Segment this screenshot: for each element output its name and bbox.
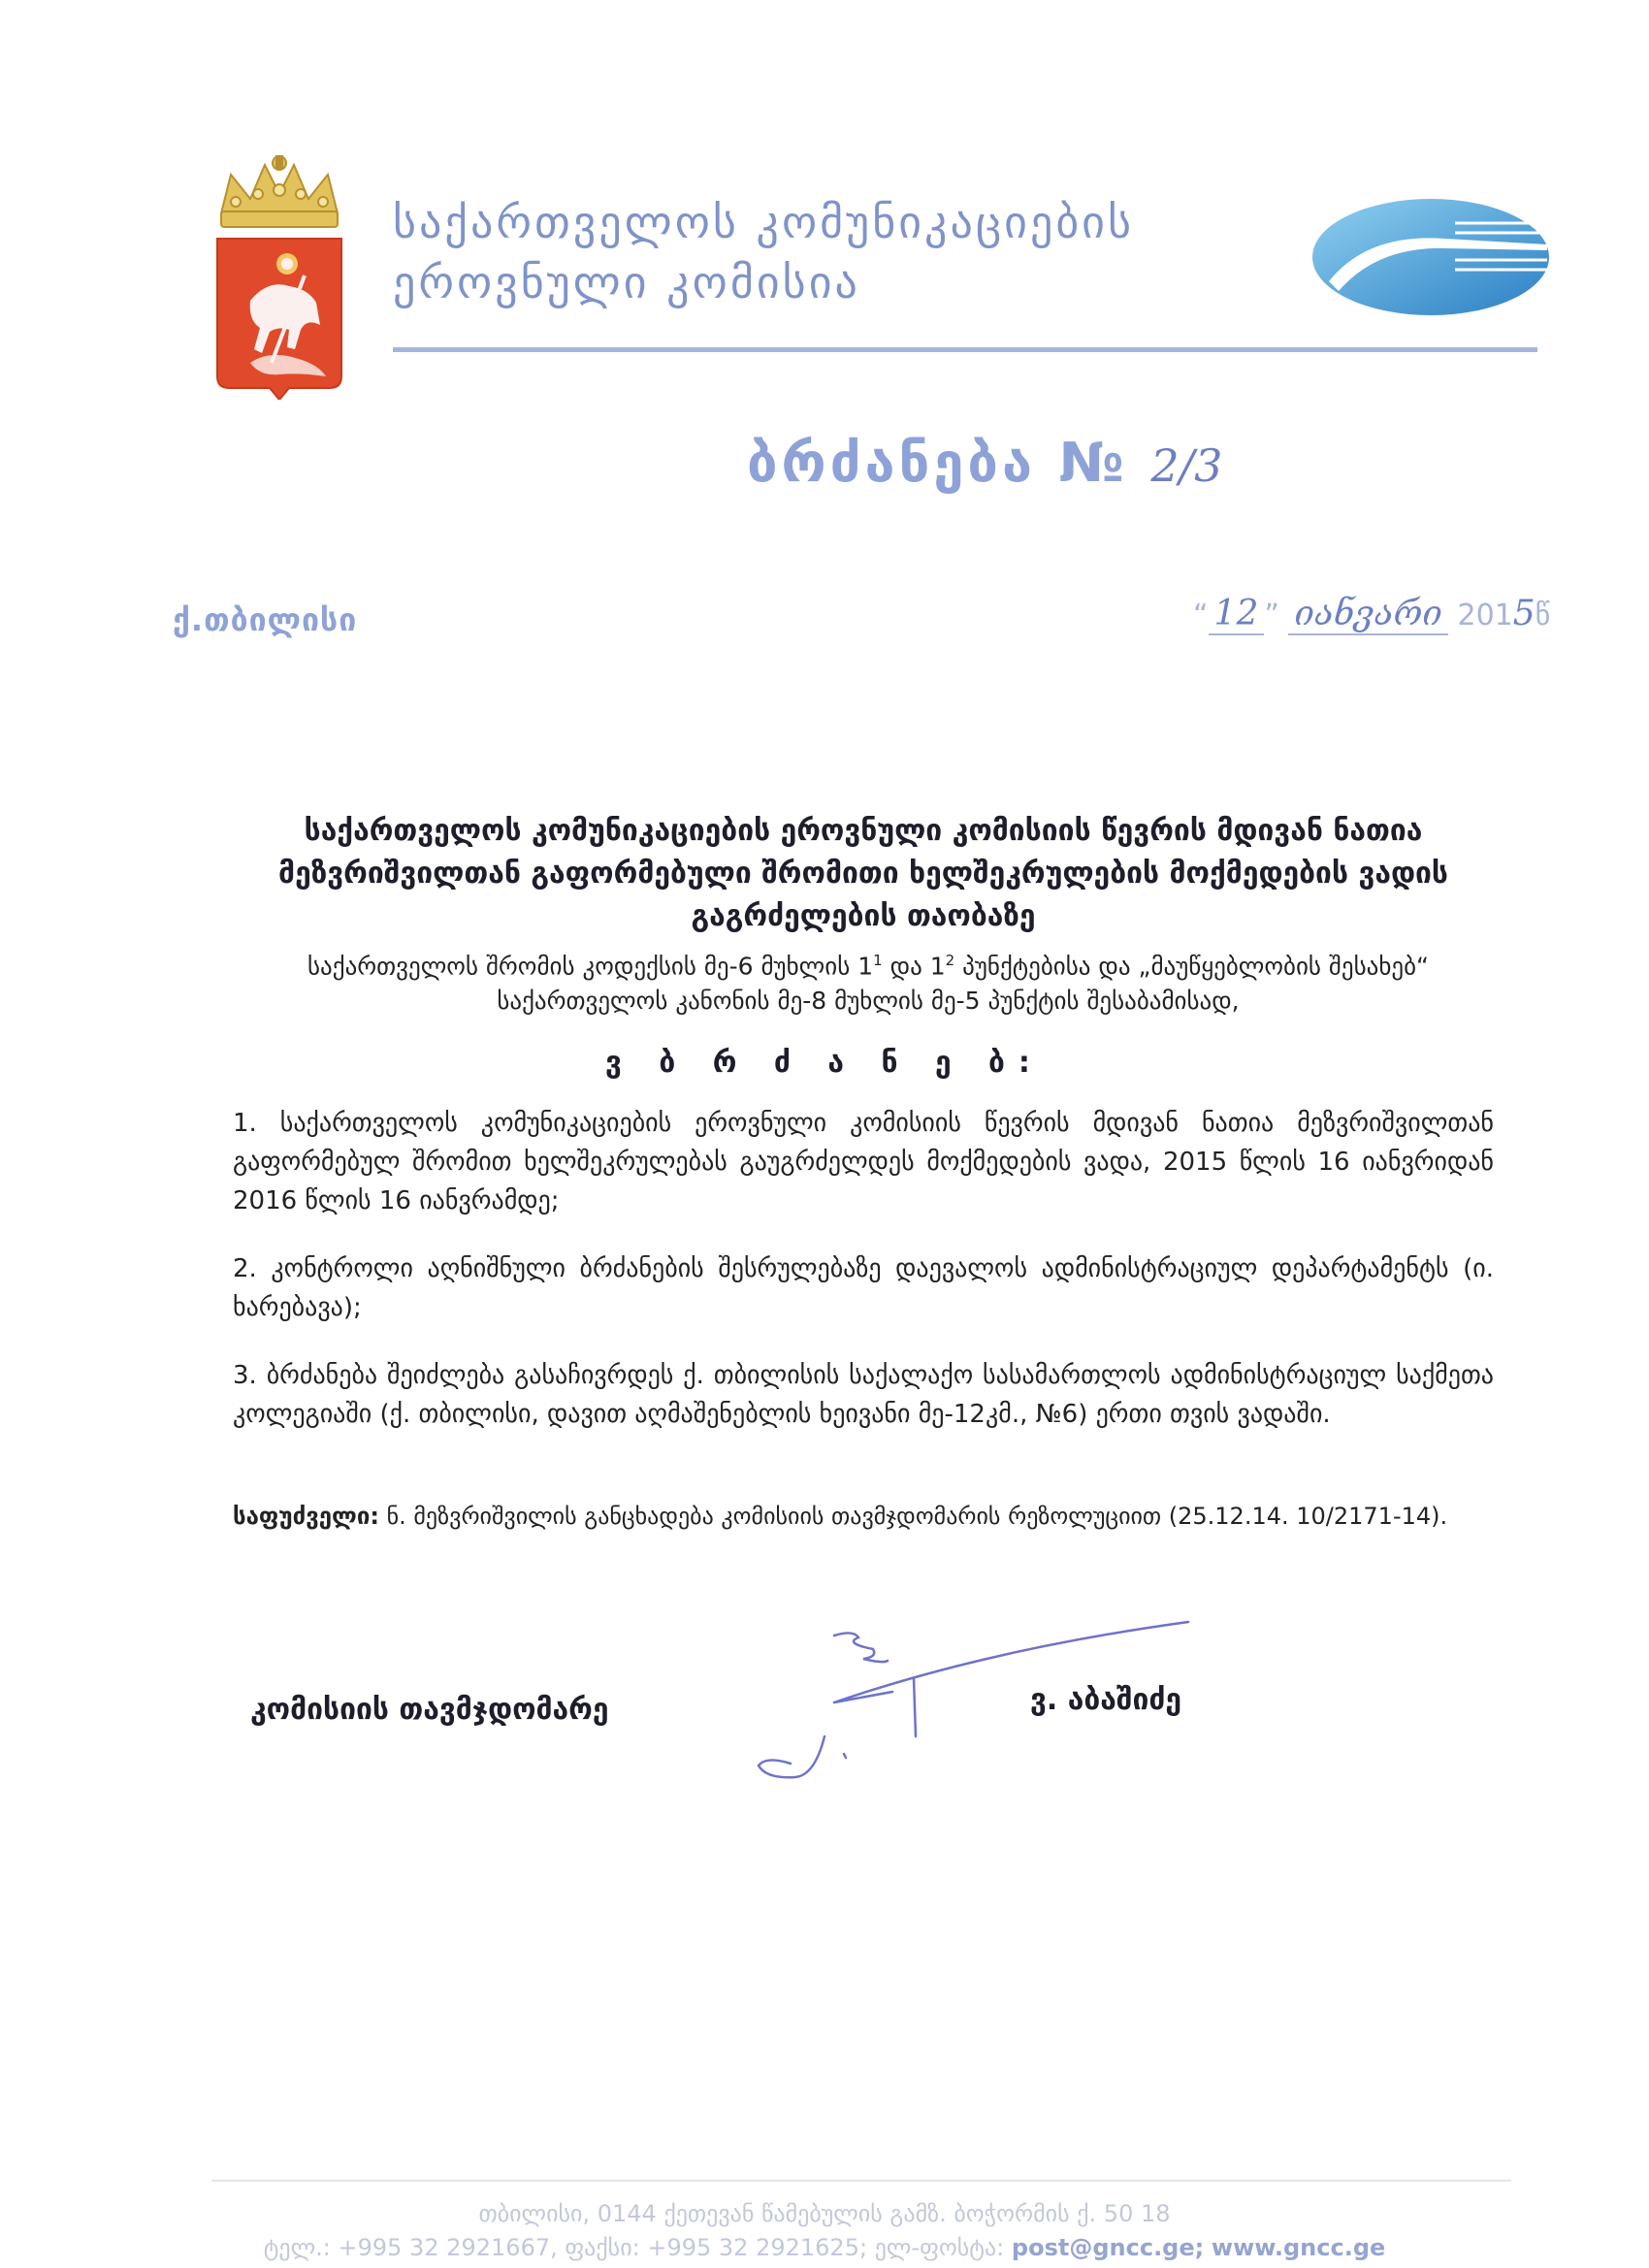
order-title — [747, 432, 1222, 495]
footer-email-link[interactable]: post@gncc.ge; — [1011, 2234, 1205, 2261]
coat-of-arms-emblem — [211, 155, 347, 400]
order-items — [233, 1104, 1494, 1463]
date-month: იანვარი — [1294, 594, 1442, 633]
order-subject: საქართველოს კომუნიკაციების ეროვნული კომისიის წევრის მდივან ნათია მეზვრიშვილთან გაფორმებული შრომითი ხელშეკრულების მოქმედების ვადის გაგრძელების თაობაზე — [278, 814, 1448, 933]
order-title-label: ბრძანება № — [747, 432, 1128, 495]
date-year-suffix: წ — [1535, 599, 1551, 632]
order-number: 2/3 — [1150, 439, 1223, 492]
footer-phone: +995 32 2921667, — [338, 2234, 558, 2261]
legal-basis — [242, 943, 1494, 1019]
footer-phone-label: ტელ.: — [263, 2234, 331, 2261]
footer-divider — [211, 2180, 1511, 2182]
legal-basis-sup-2: 2 — [945, 952, 955, 969]
footer-website-link[interactable]: www.gncc.ge — [1211, 2234, 1386, 2261]
city-label: ქ.თბილისი — [173, 601, 358, 638]
gncc-logo-icon — [1310, 194, 1552, 320]
footer-contacts — [0, 2234, 1649, 2261]
order-verb-heading: ვ ბ რ ძ ა ნ ე ბ: — [605, 1046, 1044, 1080]
signatory-name: ვ. აბაშიძე — [1030, 1683, 1182, 1717]
signatory-title: კომისიის თავმჯდომარე — [250, 1693, 609, 1727]
grounds-text: ნ. მეზვრიშვილის განცხადება კომისიის თავმჯდომარის რეზოლუციით (25.12.14. 10/2171-14). — [378, 1503, 1448, 1530]
organization-name-line-1: საქართველოს კომუნიკაციების — [393, 196, 1134, 248]
legal-basis-sup-1: 1 — [873, 952, 883, 969]
header-divider — [393, 347, 1537, 352]
order-item-1: 1. საქართველოს კომუნიკაციების ეროვნული კომისიის წევრის მდივან ნათია მეზვრიშვილთან გაფორმებულ შრომით ხელშეკრულებას გაუგრძელდეს მოქმედების ვადა, 2015 წლის 16 იანვრიდან 2016 წლის 16 იანვრამდე; — [233, 1109, 1494, 1215]
footer-fax: +995 32 2921625; — [647, 2234, 868, 2261]
order-item-2: 2. კონტროლი აღნიშნული ბრძანების შესრულებაზე დაევალოს ადმინისტრაციულ დეპარტამენტს (ი. ხარებავა); — [233, 1254, 1494, 1322]
date-day: 12 — [1213, 594, 1259, 633]
grounds-label: საფუძველი: — [233, 1503, 379, 1530]
footer-fax-label: ფაქსი: — [565, 2234, 640, 2261]
date-year-hand: 5 — [1512, 594, 1536, 633]
organization-name-line-2: ეროვნული კომისია — [393, 256, 860, 308]
legal-basis-part-1: საქართველოს შრომის კოდექსის მე-6 მუხლის 1 — [307, 952, 874, 981]
footer-address: თბილისი, 0144 ქეთევან წამებულის გამზ. ბოჭორმის ქ. 50 18 — [478, 2200, 1171, 2227]
organization-name — [393, 192, 1266, 312]
date-year-prefix: 201 — [1457, 599, 1513, 632]
document-date: “ 12 ” იანვარი 2015წ — [1193, 594, 1551, 633]
legal-basis-part-3: პუნქტებისა და „მაუწყებლობის შესახებ“ საქართველოს კანონის მე-8 მუხლის მე-5 პუნქტის შესაბამისად, — [497, 952, 1429, 1016]
footer-email-label: ელ-ფოსტა: — [874, 2234, 1005, 2261]
legal-basis-part-2: და 1 — [882, 952, 946, 981]
order-item-3: 3. ბრძანება შეიძლება გასაჩივრდეს ქ. თბილისის საქალაქო სასამართლოს ადმინისტრაციულ საქმეთა კოლეგიაში (ქ. თბილისი, დავით აღმაშენებლის ხეივანი მე-12კმ., №6) ერთი თვის ვადაში. — [233, 1361, 1494, 1429]
grounds — [233, 1499, 1494, 1534]
